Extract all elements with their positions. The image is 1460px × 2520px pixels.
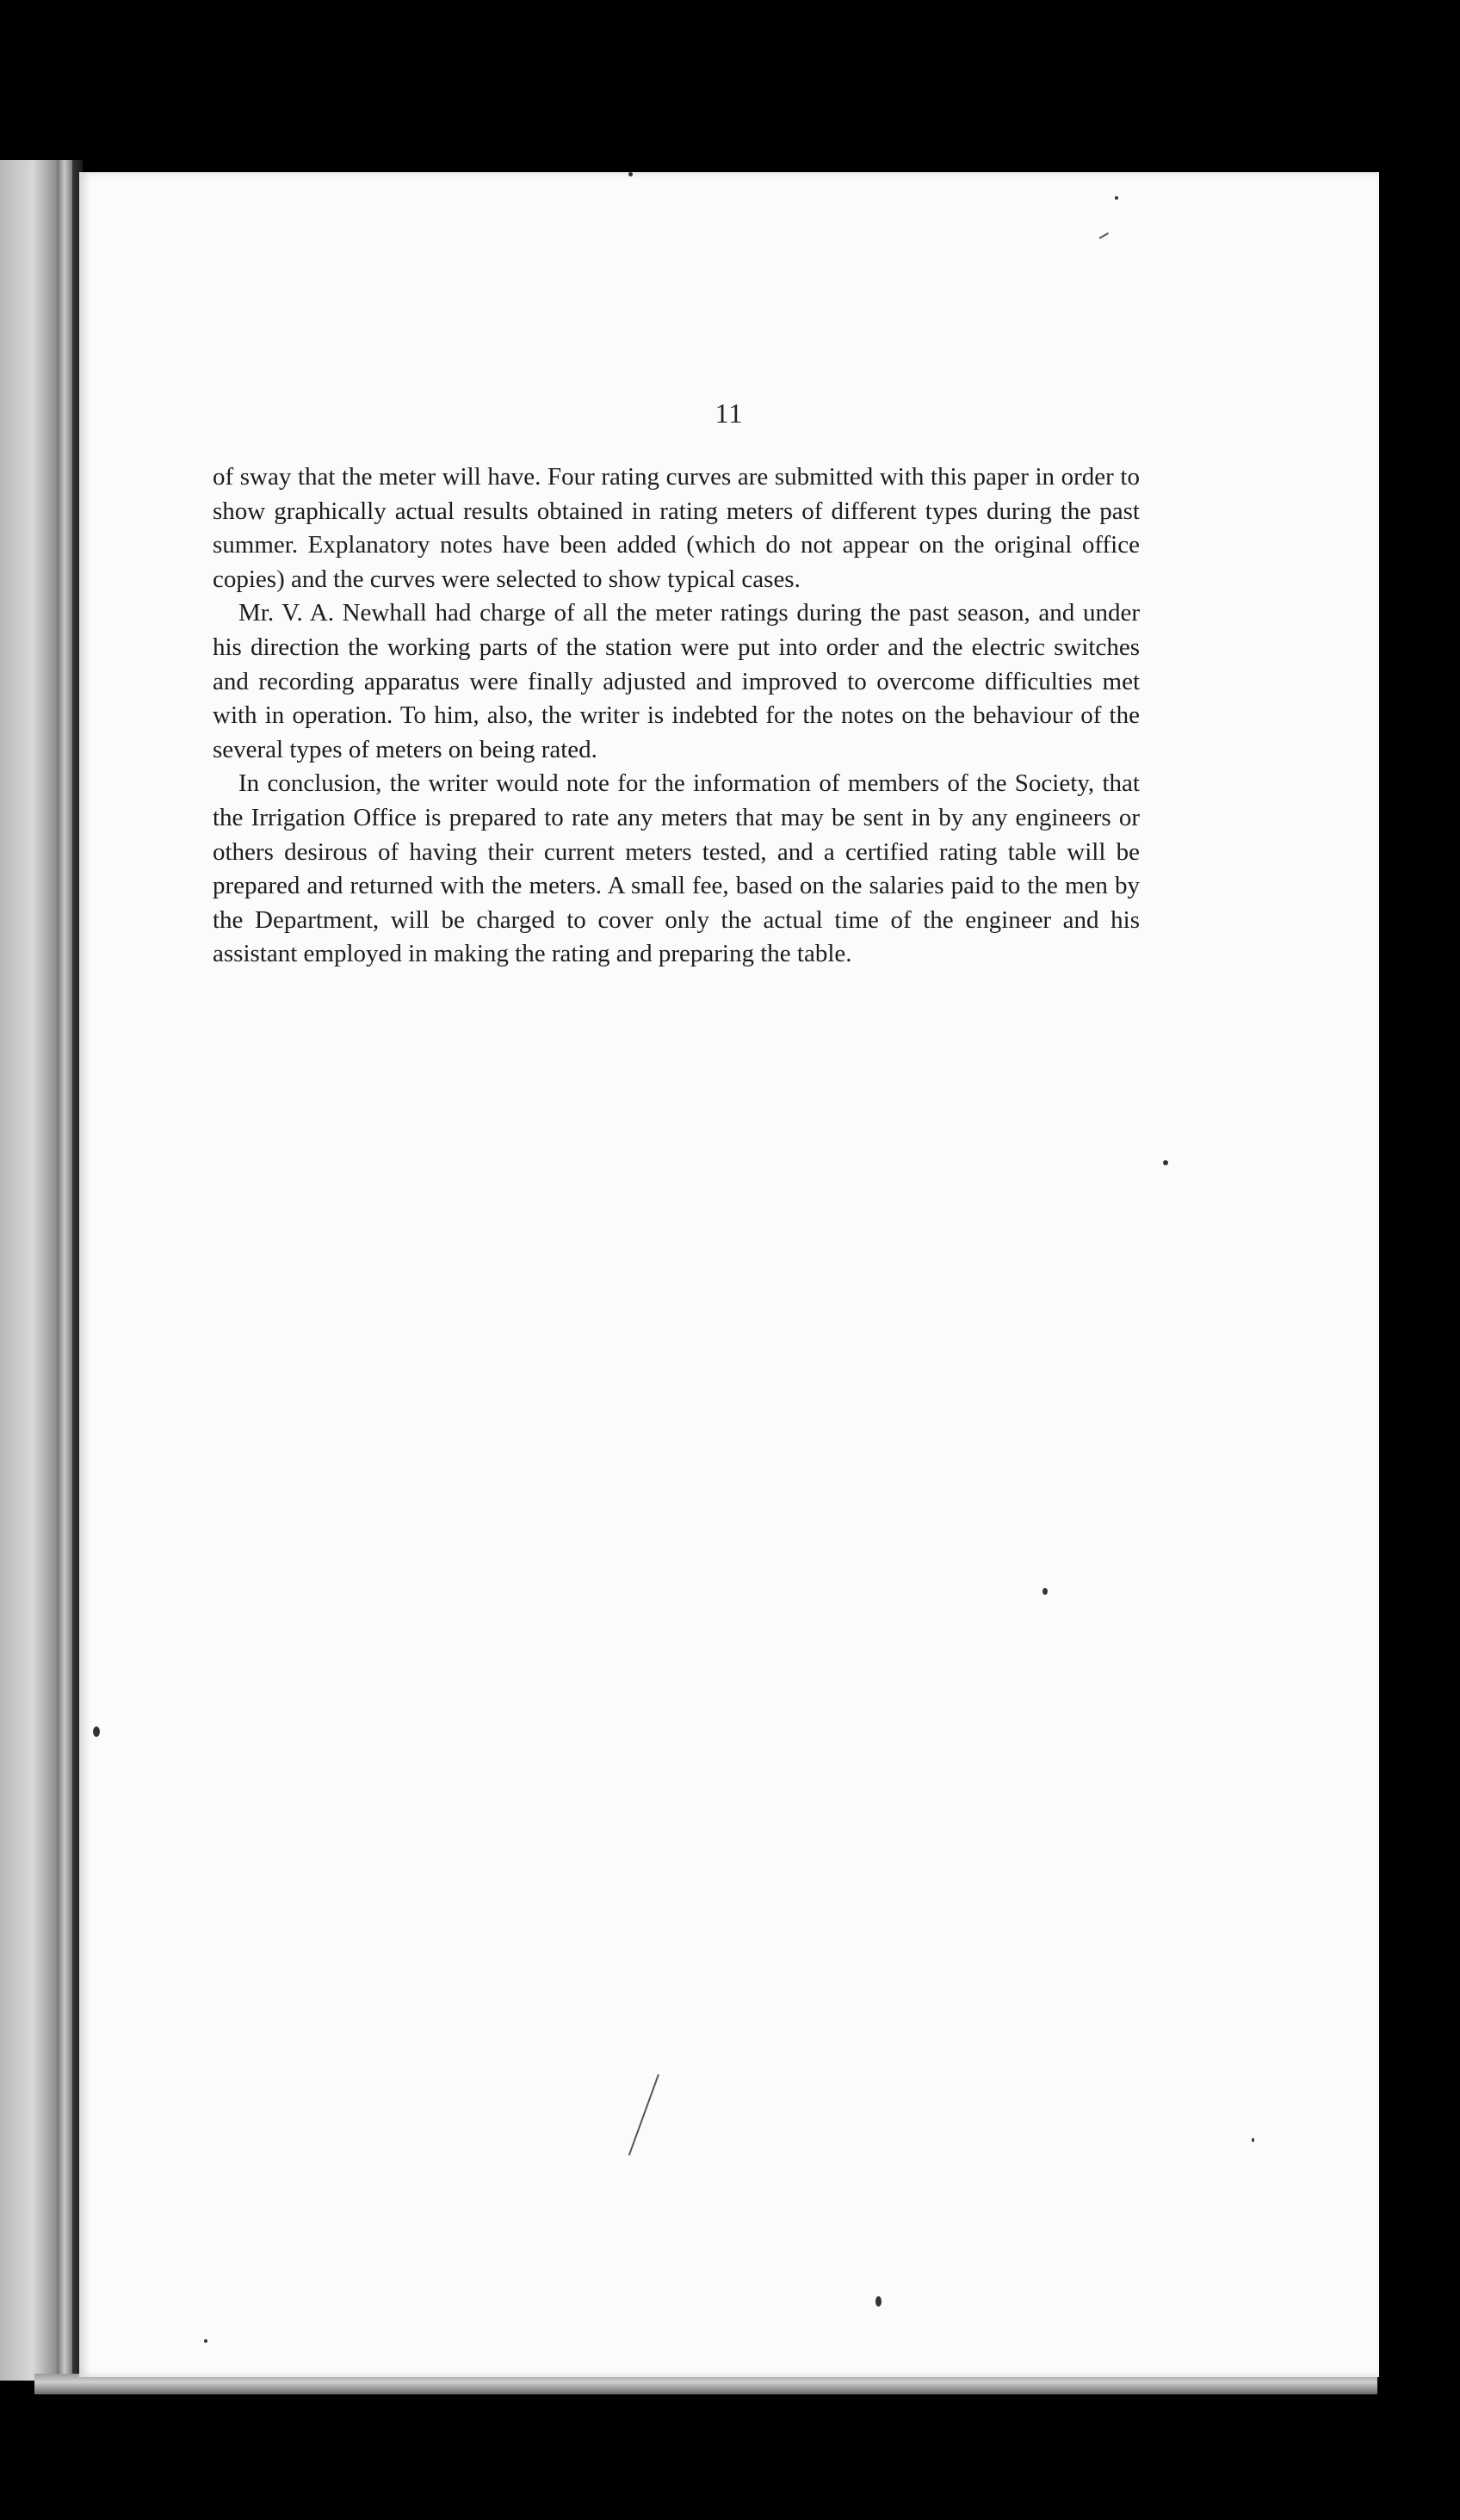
body-text xyxy=(213,460,1140,972)
dust-speck xyxy=(1042,1588,1048,1595)
pencil-mark xyxy=(628,2074,659,2156)
paragraph-1: of sway that the meter will have. Four rating curves are submitted with this paper in order to show graphically actual results obtained in rating meters of different types during the past summer. Explanatory notes have been added (which do not appear on the original office copies) and the curves were selected to show typical cases. xyxy=(213,463,1140,593)
dust-speck xyxy=(1163,1160,1168,1165)
dust-speck xyxy=(1115,196,1118,200)
page-number: 11 xyxy=(715,398,744,429)
dust-speck xyxy=(875,2296,882,2307)
pencil-mark xyxy=(1099,232,1109,239)
dust-speck xyxy=(1252,2138,1254,2142)
document-page xyxy=(79,172,1379,2377)
dust-speck xyxy=(204,2339,207,2343)
paragraph-2: Mr. V. A. Newhall had charge of all the meter ratings during the past season, and under his direction the working parts of the station were put into order and the electric switches and recording apparatus were finally adjusted and improved to overcome difficulties met with in operation. To him, also, the writer is indebted for the notes on the behaviour of the several types of meters on being rated. xyxy=(213,599,1140,763)
left-page-edge xyxy=(0,160,83,2381)
dust-speck xyxy=(93,1726,100,1737)
dust-speck xyxy=(628,172,633,176)
paragraph-3: In conclusion, the writer would note for the information of members of the Society, that the Irrigation Office is prepared to rate any meters that may be sent in by any engineers or others desirous of having their current meters tested, and a certified rating table will be prepared and returned with the meters. A small fee, based on the salaries paid to the men by the Department, will be charged to cover only the actual time of the engineer and his assistant employed in making the rating and preparing the table. xyxy=(213,769,1140,968)
